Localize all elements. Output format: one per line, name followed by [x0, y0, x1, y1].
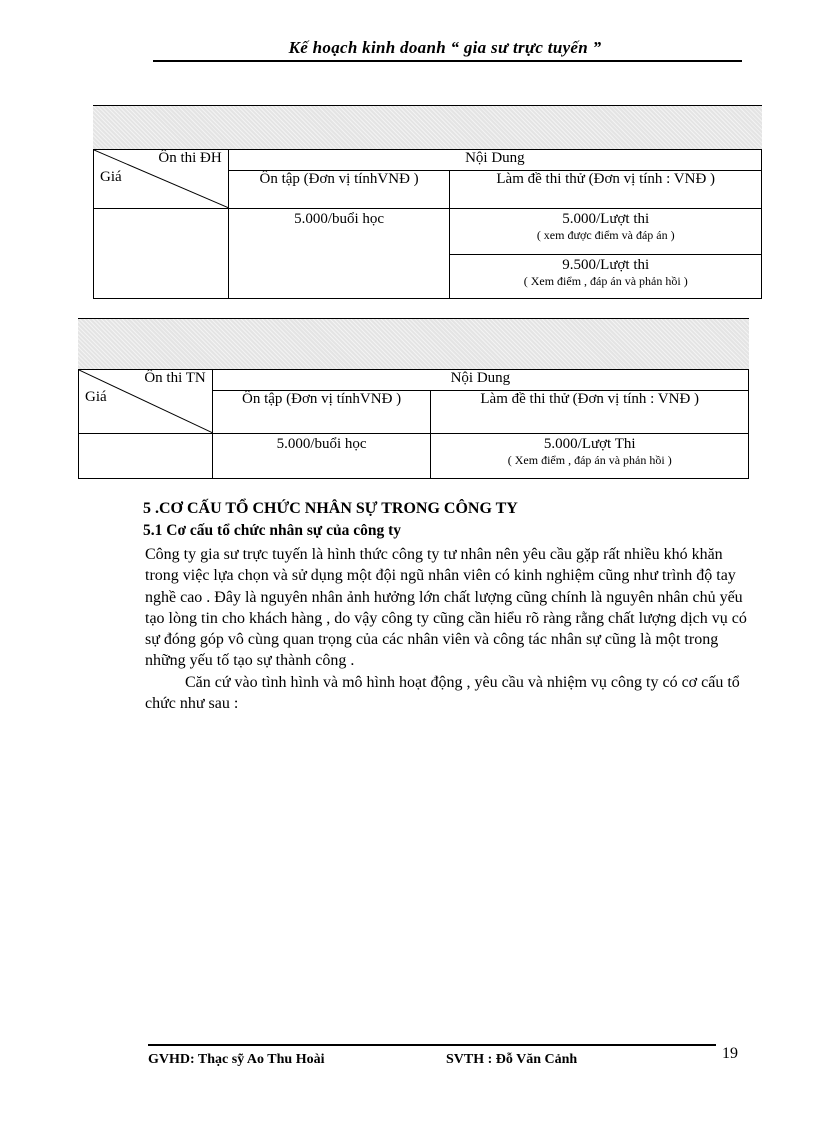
footer-rule	[148, 1044, 716, 1046]
col-header-review: Ôn tập (Đơn vị tínhVNĐ )	[228, 171, 450, 209]
group-header: Nội Dung	[212, 370, 748, 391]
section-heading: 5 .CƠ CẤU TỔ CHỨC NHÂN SỰ TRONG CÔNG TY	[143, 500, 518, 517]
header-title: Kế hoạch kinh doanh “ gia sư trực tuyến ”	[288, 38, 602, 57]
col-header-mock-test: Làm đề thi thử (Đơn vị tính : VNĐ )	[450, 171, 762, 209]
corner-label-price: Giá	[100, 169, 122, 185]
header-rule	[153, 60, 742, 62]
corner-label-exam: Ôn thi TN	[144, 370, 206, 386]
page-number: 19	[722, 1045, 738, 1062]
paragraph-1: Công ty gia sư trực tuyến là hình thức công ty tư nhân nên yêu cầu gặp rất nhiều khó khăn trong việc lựa chọn và sử dụng một đội ngũ nhân viên có kinh nghiệm cũng như trình độ tay nghề cao . Đây là nguyên nhân ảnh hưởng lớn chất lượng cũng chính là nguyên nhân chủ yếu tạo lòng tin cho khách hàng , do vậy công ty cũng cần hiểu rõ ràng rằng chất lượng dịch vụ có sự đóng góp vô cùng quan trọng của các nhân viên và công tác nhân sự cũng là một trong những yếu tố tạo sự thành công .	[145, 546, 747, 670]
price-table-graduation-exam	[78, 369, 749, 479]
group-header: Nội Dung	[228, 150, 761, 171]
footer-advisor: GVHD: Thạc sỹ Ao Thu Hoài	[148, 1052, 325, 1067]
mock-test-price-cell-1	[450, 209, 762, 255]
mock-test-price: 5.000/Lượt Thi	[543, 436, 636, 452]
review-price: 5.000/buổi học	[212, 434, 431, 479]
shaded-band-1	[93, 106, 762, 149]
footer-student: SVTH : Đỗ Văn Cảnh	[446, 1052, 578, 1067]
mock-test-price-cell-1	[431, 434, 749, 479]
mock-test-note: ( Xem điểm , đáp án và phản hồi )	[523, 274, 688, 288]
price-table-university-exam	[93, 149, 762, 299]
section-body	[145, 544, 755, 714]
corner-label-price: Giá	[85, 389, 107, 405]
mock-test-price-cell-2	[450, 255, 762, 299]
mock-test-price: 5.000/Lượt thi	[562, 211, 650, 227]
col-header-review: Ôn tập (Đơn vị tínhVNĐ )	[212, 391, 431, 434]
empty-cell	[79, 434, 213, 479]
corner-label-exam: Ôn thi ĐH	[158, 150, 222, 166]
paragraph-2: Căn cứ vào tình hình và mô hình hoạt động , yêu cầu và nhiệm vụ công ty có cơ cấu tổ chức như sau :	[145, 673, 740, 713]
mock-test-note: ( Xem điểm , đáp án và phản hồi )	[507, 453, 672, 467]
empty-cell	[94, 209, 229, 299]
shaded-band-2	[78, 319, 749, 369]
col-header-mock-test: Làm đề thi thử (Đơn vị tính : VNĐ )	[431, 391, 749, 434]
mock-test-note: ( xem được điểm và đáp án )	[536, 228, 675, 242]
review-price: 5.000/buổi học	[228, 209, 450, 299]
section-subheading: 5.1 Cơ cấu tổ chức nhân sự của công ty	[143, 522, 401, 539]
corner-header-cell	[94, 150, 229, 209]
corner-header-cell	[79, 370, 213, 434]
mock-test-price: 9.500/Lượt thi	[562, 257, 650, 273]
